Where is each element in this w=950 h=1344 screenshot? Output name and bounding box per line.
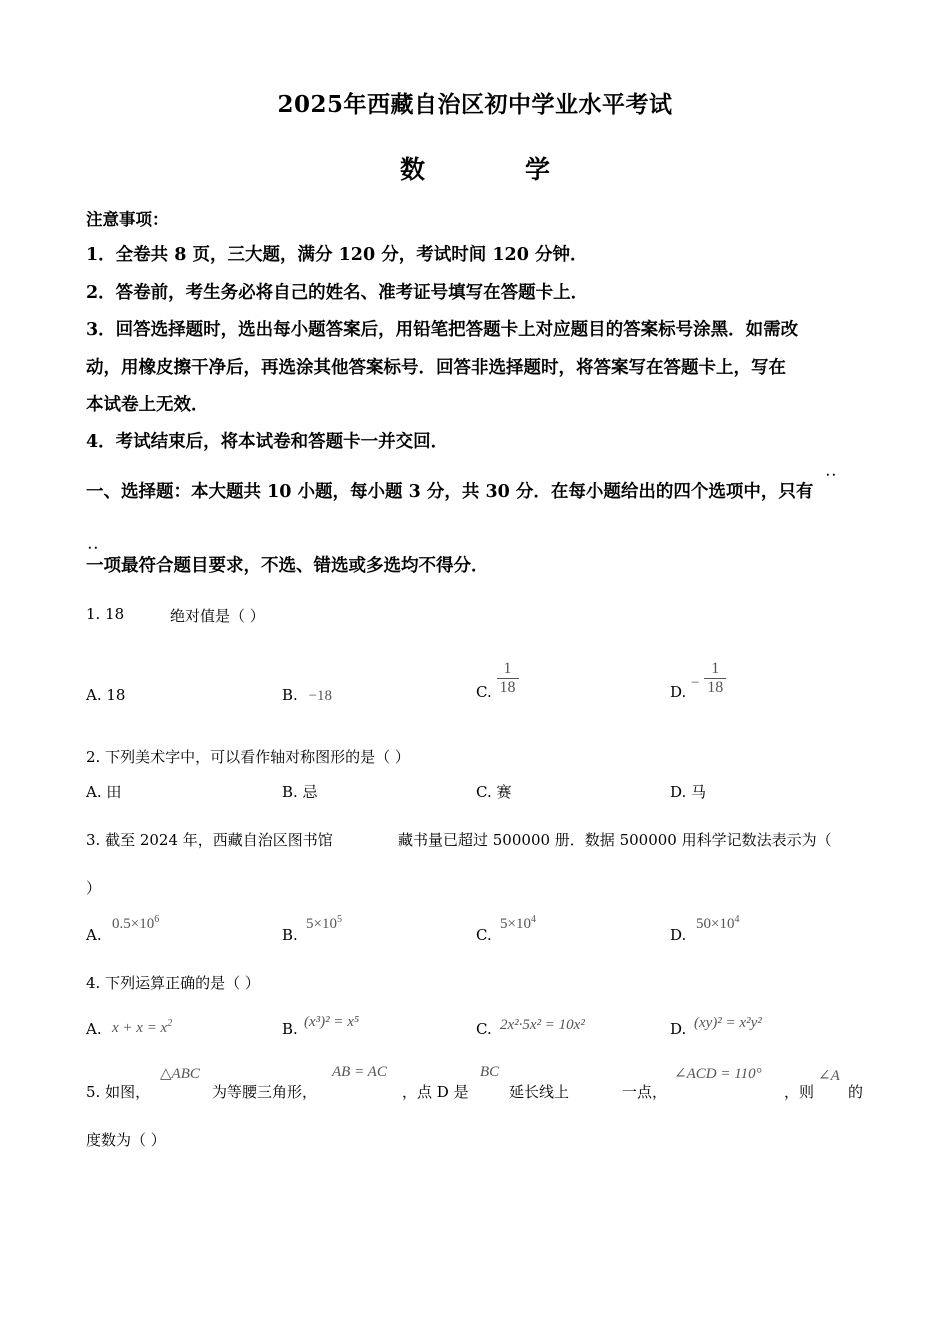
subject-title <box>0 150 950 186</box>
q3-option-b-label: B. <box>282 926 298 944</box>
q4-a-exponent: 2 <box>167 1018 173 1029</box>
q5-triangle: △ABC <box>160 1066 200 1082</box>
q3-option-a-value <box>112 914 159 933</box>
q4-option-b-label: B. <box>282 1020 298 1038</box>
q1-option-d <box>670 660 726 701</box>
section-1-line-1: 一、选择题：本大题共 10 小题，每小题 3 分，共 30 分．在每小题给出的四个选项中，只有 <box>86 482 814 502</box>
q4-a-base: x + x = x <box>112 1020 168 1036</box>
subject-char-1: 数 <box>399 155 425 184</box>
q1-option-d-label: D. <box>670 682 687 701</box>
q3-a-exponent: 6 <box>154 914 160 925</box>
q1-c-denominator: 18 <box>499 679 516 696</box>
q3-option-d-value <box>696 914 739 933</box>
exam-title: 2025年西藏自治区初中学业水平考试 <box>277 91 673 118</box>
q1-option-b-value: −18 <box>308 688 333 704</box>
q3-option-d-label: D. <box>670 926 687 944</box>
q4-option-b-value: (x³)² = x⁵ <box>304 1014 360 1030</box>
emphasis-dots-1: ．． <box>826 464 845 478</box>
q2-option-a: A. 田 <box>86 783 122 801</box>
q3-stem-close: ） <box>86 879 102 897</box>
q1-option-d-sign: − <box>691 674 700 691</box>
notice-item-3-line-1: 3．回答选择题时，选出每小题答案后，用铅笔把答题卡上对应题目的答案标号涂黑．如需改 <box>86 320 799 340</box>
q1-option-d-fraction <box>704 660 726 697</box>
q3-c-exponent: 4 <box>530 914 536 925</box>
q1-stem: 绝对值是（ ） <box>170 607 265 625</box>
q3-d-base: 50×10 <box>696 916 735 932</box>
q4-option-d-value: (xy)² = x²y² <box>694 1015 762 1031</box>
q1-d-denominator: 18 <box>707 679 724 696</box>
q3-d-exponent: 4 <box>734 914 740 925</box>
q3-stem-part-1: 3. 截至 2024 年，西藏自治区图书馆 <box>86 831 333 849</box>
q5-text-6: 的 <box>848 1083 864 1101</box>
q4-option-a-value <box>112 1018 172 1037</box>
q3-stem-part-2: 藏书量已超过 500000 册．数据 500000 用科学记数法表示为（ <box>398 831 832 849</box>
q1-number: 1. 18 <box>86 605 125 623</box>
q5-text-5: ，则 <box>784 1083 815 1101</box>
q5-text-4: 一点， <box>622 1083 668 1101</box>
q3-option-b-value <box>306 914 342 933</box>
notice-item-1: 1．全卷共 8 页，三大题，满分 120 分，考试时间 120 分钟． <box>86 245 588 265</box>
q4-option-a-label: A. <box>86 1020 102 1038</box>
q5-text-1: 为等腰三角形， <box>212 1083 318 1101</box>
notice-heading: 注意事项： <box>86 210 169 229</box>
q2-option-c: C. 赛 <box>476 783 512 801</box>
q5-line-2: 度数为（ ） <box>86 1131 166 1149</box>
q5-text-3: 延长线上 <box>509 1083 570 1101</box>
q3-option-c-label: C. <box>476 926 492 944</box>
notice-item-4: 4．考试结束后，将本试卷和答题卡一并交回． <box>86 432 449 452</box>
q4-stem: 4. 下列运算正确的是（ ） <box>86 974 260 992</box>
q4-option-c-value: 2x²·5x² = 10x² <box>500 1017 585 1033</box>
q1-d-numerator: 1 <box>711 660 720 677</box>
q5-angle-acd: ∠ACD = 110° <box>674 1066 762 1082</box>
q1-option-b <box>282 686 332 705</box>
section-1-line-2: 一项最符合题目要求，不选、错选或多选均不得分． <box>86 556 489 576</box>
q3-b-exponent: 5 <box>336 914 342 925</box>
q5-text-2: ，点 D 是 <box>402 1083 469 1101</box>
q2-option-b: B. 忌 <box>282 783 318 801</box>
subject-char-2: 学 <box>525 155 551 184</box>
q1-c-numerator: 1 <box>503 660 512 677</box>
q3-c-base: 5×10 <box>500 916 531 932</box>
emphasis-dots-2: ．． <box>88 537 107 551</box>
q1-option-a: A. 18 <box>86 686 126 704</box>
q3-b-base: 5×10 <box>306 916 337 932</box>
q4-option-d-label: D. <box>670 1020 687 1038</box>
q2-option-d: D. 马 <box>670 783 707 801</box>
q1-option-c-label: C. <box>476 682 492 701</box>
q3-a-base: 0.5×10 <box>112 916 155 932</box>
notice-item-3-line-3: 本试卷上无效． <box>86 395 209 415</box>
q1-option-c <box>476 660 519 701</box>
q5-segment: BC <box>480 1064 500 1080</box>
q1-option-b-label: B. <box>282 686 298 704</box>
notice-item-3-line-2: 动，用橡皮擦干净后，再选涂其他答案标号．回答非选择题时，将答案写在答题卡上，写在 <box>86 358 786 378</box>
q5-prefix: 5. 如图， <box>86 1083 151 1101</box>
q5-equation: AB = AC <box>332 1064 387 1080</box>
notice-item-2: 2．答卷前，考生务必将自己的姓名、准考证号填写在答题卡上． <box>86 283 589 303</box>
q3-option-c-value <box>500 914 536 933</box>
q5-angle-a: ∠A <box>818 1068 840 1084</box>
q2-stem: 2. 下列美术字中，可以看作轴对称图形的是（ ） <box>86 748 410 766</box>
q4-option-c-label: C. <box>476 1020 492 1038</box>
q3-option-a-label: A. <box>86 926 102 944</box>
q1-option-c-fraction <box>497 660 519 697</box>
